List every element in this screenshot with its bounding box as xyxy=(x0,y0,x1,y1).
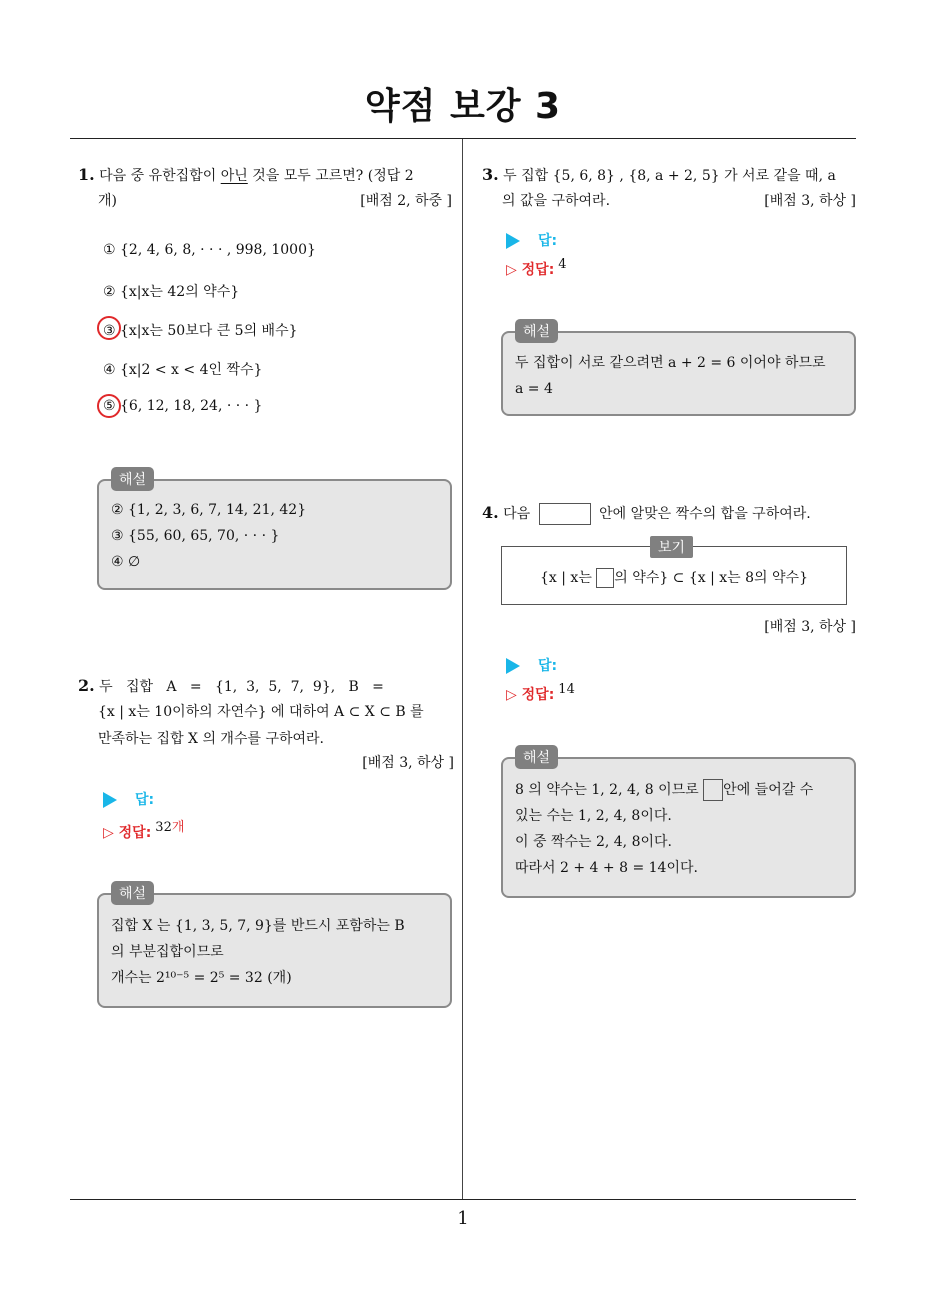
solution-line: 있는 수는 1, 2, 4, 8이다. xyxy=(515,808,672,824)
choice-1[interactable]: ① {2, 4, 6, 8, · · · , 998, 1000} xyxy=(103,242,316,258)
page-title: 약점 보강 3 xyxy=(364,86,562,127)
example-box xyxy=(501,540,847,605)
question-2 xyxy=(78,672,456,701)
correct-answer-value: 14 xyxy=(558,682,575,697)
question-number: 1. xyxy=(78,165,95,184)
question-text: {x | x는 10이하의 자연수} 에 대하여 A ⊂ X ⊂ B 를 xyxy=(98,704,424,720)
solution-box xyxy=(97,886,452,1008)
header-rule xyxy=(70,138,856,139)
solution-line: 의 부분집합이므로 xyxy=(111,944,224,960)
solution-box xyxy=(501,750,856,898)
correct-answer-line xyxy=(506,682,575,704)
answer-label: 답: xyxy=(538,658,558,674)
question-number: 4. xyxy=(482,503,499,522)
solution-box xyxy=(97,472,452,590)
blank-box xyxy=(539,503,591,525)
question-number: 2. xyxy=(78,676,95,695)
question-text: 두 집합 {5, 6, 8} , {8, a + 2, 5} 가 서로 같을 때, a xyxy=(503,168,836,184)
question-3 xyxy=(482,161,862,190)
column-divider xyxy=(462,139,463,1200)
correct-answer-label: ▷ 정답: xyxy=(506,262,555,278)
blank-box xyxy=(703,779,723,801)
correct-answer-value: 4 xyxy=(558,257,567,272)
solution-text xyxy=(111,497,306,575)
score-info: [배점 3, 하상 ] xyxy=(764,193,856,209)
question-text: 안에 알맞은 짝수의 합을 구하여라. xyxy=(599,506,811,522)
solution-text xyxy=(515,777,813,881)
example-text xyxy=(502,567,846,588)
example-tag: 보기 xyxy=(650,536,693,558)
play-arrow-icon xyxy=(506,233,520,249)
question-text-underlined: 아닌 xyxy=(220,168,248,184)
question-text-cont: 개) xyxy=(98,193,117,209)
correct-answer-line xyxy=(103,816,184,842)
solution-tag: 해설 xyxy=(515,745,558,769)
solution-box xyxy=(501,324,856,416)
choice-4[interactable]: ④ {x|2 < x < 4인 짝수} xyxy=(103,362,263,378)
question-4 xyxy=(482,499,811,528)
example-text-part: 의 약수} ⊂ {x | x는 8의 약수} xyxy=(614,570,808,586)
score-info: [배점 2, 하중 ] xyxy=(360,193,452,209)
solution-line: 두 집합이 서로 같으려면 a + 2 = 6 이어야 하므로 xyxy=(515,355,826,371)
choice-5[interactable]: ⑤ {6, 12, 18, 24, · · · } xyxy=(103,398,263,414)
question-text: 만족하는 집합 X 의 개수를 구하여라. xyxy=(98,731,325,747)
answer-line xyxy=(506,655,557,675)
solution-tag: 해설 xyxy=(111,467,154,491)
solution-text xyxy=(111,913,405,991)
choice-3[interactable]: ③ {x|x는 50보다 큰 5의 배수} xyxy=(103,323,298,339)
correct-answer-unit: 개 xyxy=(171,820,185,835)
answer-line xyxy=(103,789,154,809)
solution-line: 이 중 짝수는 2, 4, 8이다. xyxy=(515,834,672,850)
correct-answer-label: ▷ 정답: xyxy=(103,825,152,841)
question-text: 것을 모두 고르면? (정답 2 xyxy=(247,168,414,184)
solution-line: 집합 X 는 {1, 3, 5, 7, 9}를 반드시 포함하는 B xyxy=(111,918,405,934)
choice-2[interactable]: ② {x|x는 42의 약수} xyxy=(103,284,240,300)
answer-line xyxy=(506,230,557,250)
play-arrow-icon xyxy=(103,792,117,808)
score-info: [배점 3, 하상 ] xyxy=(764,619,856,635)
footer-rule xyxy=(70,1199,856,1200)
answer-label: 답: xyxy=(135,792,155,808)
question-1 xyxy=(78,161,456,190)
blank-box xyxy=(596,568,614,588)
answer-label: 답: xyxy=(538,233,558,249)
solution-line: a = 4 xyxy=(515,381,553,397)
solution-line: 개수는 2¹⁰⁻⁵ = 2⁵ = 32 (개) xyxy=(111,970,292,986)
score-info: [배점 3, 하상 ] xyxy=(362,755,454,771)
solution-text xyxy=(515,350,826,402)
solution-line-part: 8 의 약수는 1, 2, 4, 8 이므로 xyxy=(515,782,699,798)
question-text: 두 집합 A = {1, 3, 5, 7, 9}, B = xyxy=(99,679,384,695)
page-number: 1 xyxy=(457,1208,469,1229)
solution-line: ④ ∅ xyxy=(111,554,141,570)
solution-line xyxy=(515,777,813,803)
correct-answer-value: 32 xyxy=(155,820,172,835)
solution-line-part: 안에 들어갈 수 xyxy=(723,782,814,798)
question-text: 의 값을 구하여라. xyxy=(502,193,611,209)
correct-answer-line xyxy=(506,257,567,279)
solution-line: ③ {55, 60, 65, 70, · · · } xyxy=(111,528,280,544)
question-text: 다음 xyxy=(503,506,531,522)
play-arrow-icon xyxy=(506,658,520,674)
solution-tag: 해설 xyxy=(515,319,558,343)
solution-line: ② {1, 2, 3, 6, 7, 14, 21, 42} xyxy=(111,502,307,518)
solution-line: 따라서 2 + 4 + 8 = 14이다. xyxy=(515,860,698,876)
example-text-part: {x | x는 xyxy=(540,570,592,586)
solution-tag: 해설 xyxy=(111,881,154,905)
correct-answer-label: ▷ 정답: xyxy=(506,687,555,703)
question-text: 다음 중 유한집합이 xyxy=(99,168,221,184)
question-number: 3. xyxy=(482,165,499,184)
